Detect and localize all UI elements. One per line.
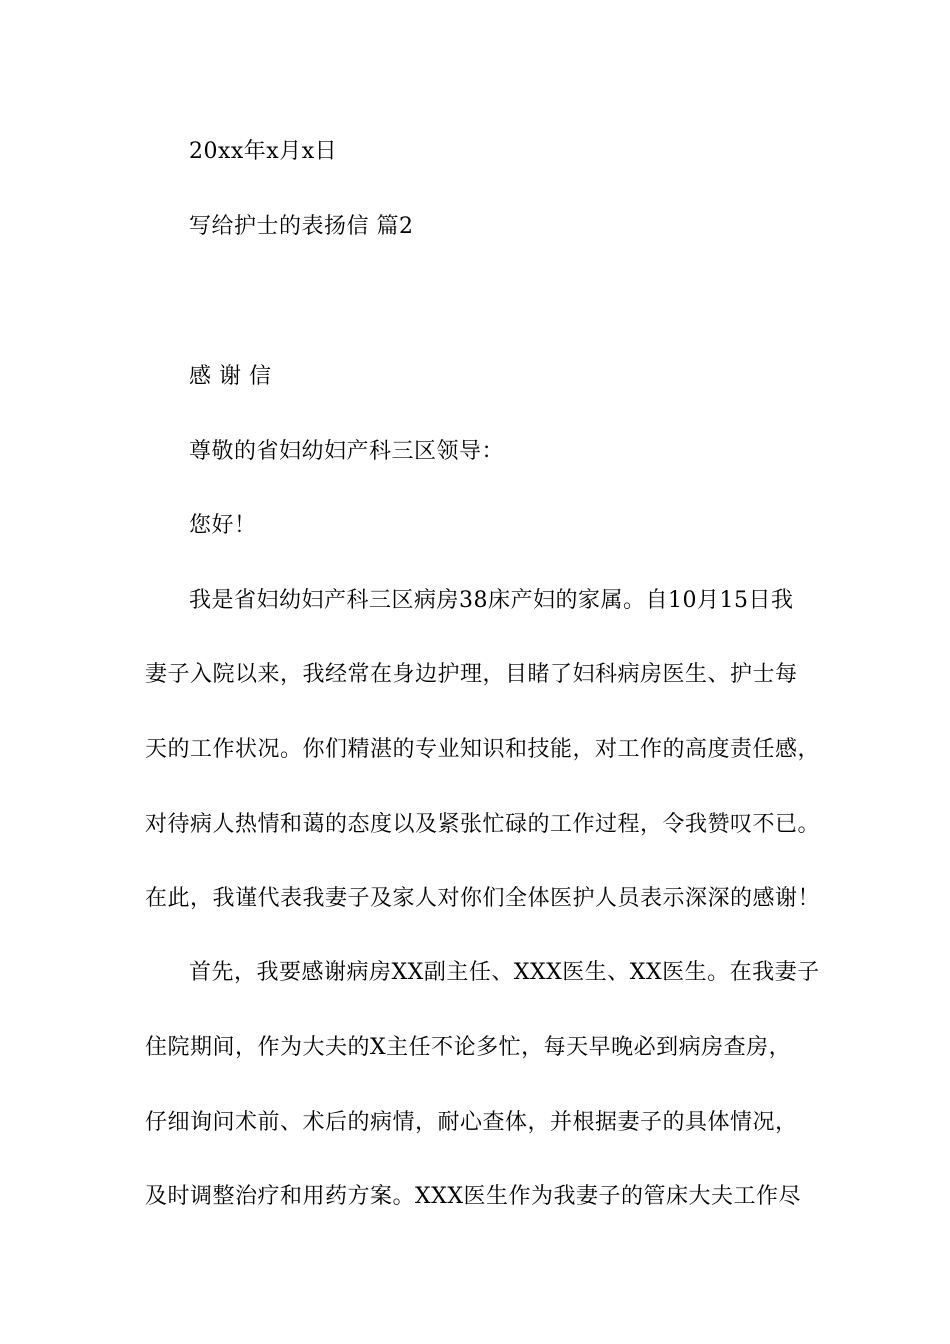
paragraph-2-line: 仔细询问术前、术后的病情，耐心查体，并根据妻子的具体情况， [145,1110,798,1135]
section-heading: 写给护士的表扬信 篇2 [189,214,414,239]
date-line: 20xx年x月x日 [189,139,338,164]
salutation: 尊敬的省妇幼妇产科三区领导： [189,439,505,464]
paragraph-2-line: 首先，我要感谢病房XX副主任、XXX医生、XX医生。在我妻子 [189,960,820,985]
paragraph-1-line: 在此，我谨代表我妻子及家人对你们全体医护人员表示深深的感谢！ [145,886,821,911]
letter-title: 感 谢 信 [189,364,272,389]
paragraph-2-line: 住院期间，作为大夫的X主任不论多忙，每天早晚必到病房查房， [145,1035,792,1060]
greeting: 您好！ [189,513,257,538]
paragraph-1-line: 我是省妇幼妇产科三区病房38床产妇的家属。自10月15日我 [189,588,794,613]
paragraph-2-line: 及时调整治疗和用药方案。XXX医生作为我妻子的管床大夫工作尽 [145,1184,801,1209]
paragraph-1-line: 妻子入院以来，我经常在身边护理，目睹了妇科病房医生、护士每 [145,662,798,687]
paragraph-1-line: 对待病人热情和蔼的态度以及紧张忙碌的工作过程，令我赞叹不已。 [145,812,821,837]
paragraph-1-line: 天的工作状况。你们精湛的专业知识和技能，对工作的高度责任感， [145,737,821,762]
